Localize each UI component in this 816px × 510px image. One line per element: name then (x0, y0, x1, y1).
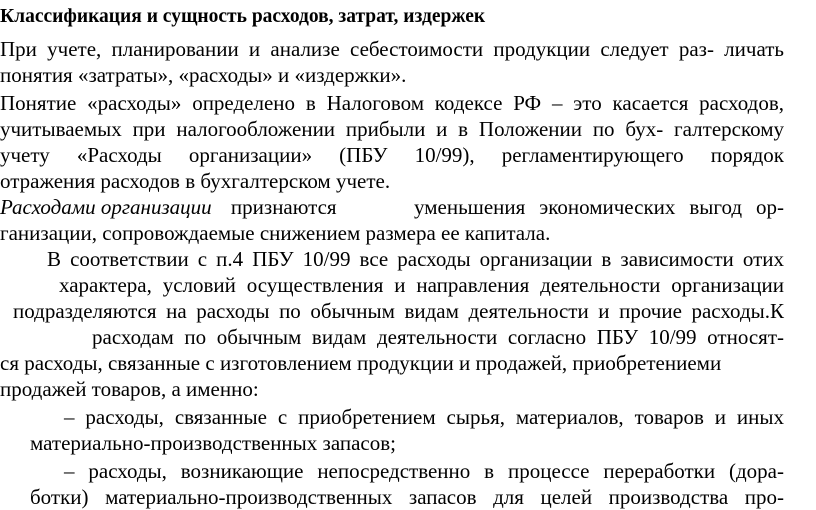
paragraph-line: понятия «затраты», «расходы» и «издержки». (0, 63, 407, 87)
paragraph-line: В соответствии с п.4 ПБУ 10/99 все расходы организации в зависимости отих (47, 247, 784, 271)
paragraph-line: продажей товаров, а именно: (0, 377, 259, 401)
paragraph-line: учитываемых при налогообложении прибыли и в Положении по бух- галтерскому (0, 117, 784, 141)
paragraph-line: ся расходы, связанные с изготовлением продукции и продажей, приобретениеми (0, 351, 722, 375)
document-title: Классификация и сущность расходов, затрат, издержек (0, 6, 486, 27)
paragraph-line: учету «Расходы организации» (ПБУ 10/99), регламентирующего порядок (0, 143, 784, 167)
italic-term-suffix: признаются (230, 195, 337, 219)
paragraph-line: При учете, планировании и анализе себестоимости продукции следует раз- личать (0, 37, 784, 61)
paragraph-line: уменьшения экономических выгод ор- (414, 195, 784, 219)
paragraph-line: подразделяются на расходы по обычным видам деятельности и прочие расходы.К (13, 299, 784, 323)
paragraph-line: расходам по обычным видам деятельности согласно ПБУ 10/99 относят- (92, 325, 784, 349)
list-item-line: – расходы, возникающие непосредственно в процессе переработки (дора- (64, 459, 784, 483)
italic-term: Расходами организации (0, 195, 212, 219)
list-item-line: ботки) материально-производственных запасов для целей производства про- (30, 485, 784, 509)
list-item-line: – расходы, связанные с приобретением сырья, материалов, товаров и иных (64, 405, 784, 429)
paragraph-line: Понятие «расходы» определено в Налоговом кодексе РФ – это касается расходов, (0, 91, 784, 115)
paragraph-line: характера, условий осуществления и направления деятельности организации (59, 273, 784, 297)
paragraph-line: ганизации, сопровождаемые снижением размера ее капитала. (0, 221, 551, 245)
list-item-line: материально-производственных запасов; (30, 431, 396, 455)
paragraph-line: отражения расходов в бухгалтерском учете. (0, 169, 391, 193)
